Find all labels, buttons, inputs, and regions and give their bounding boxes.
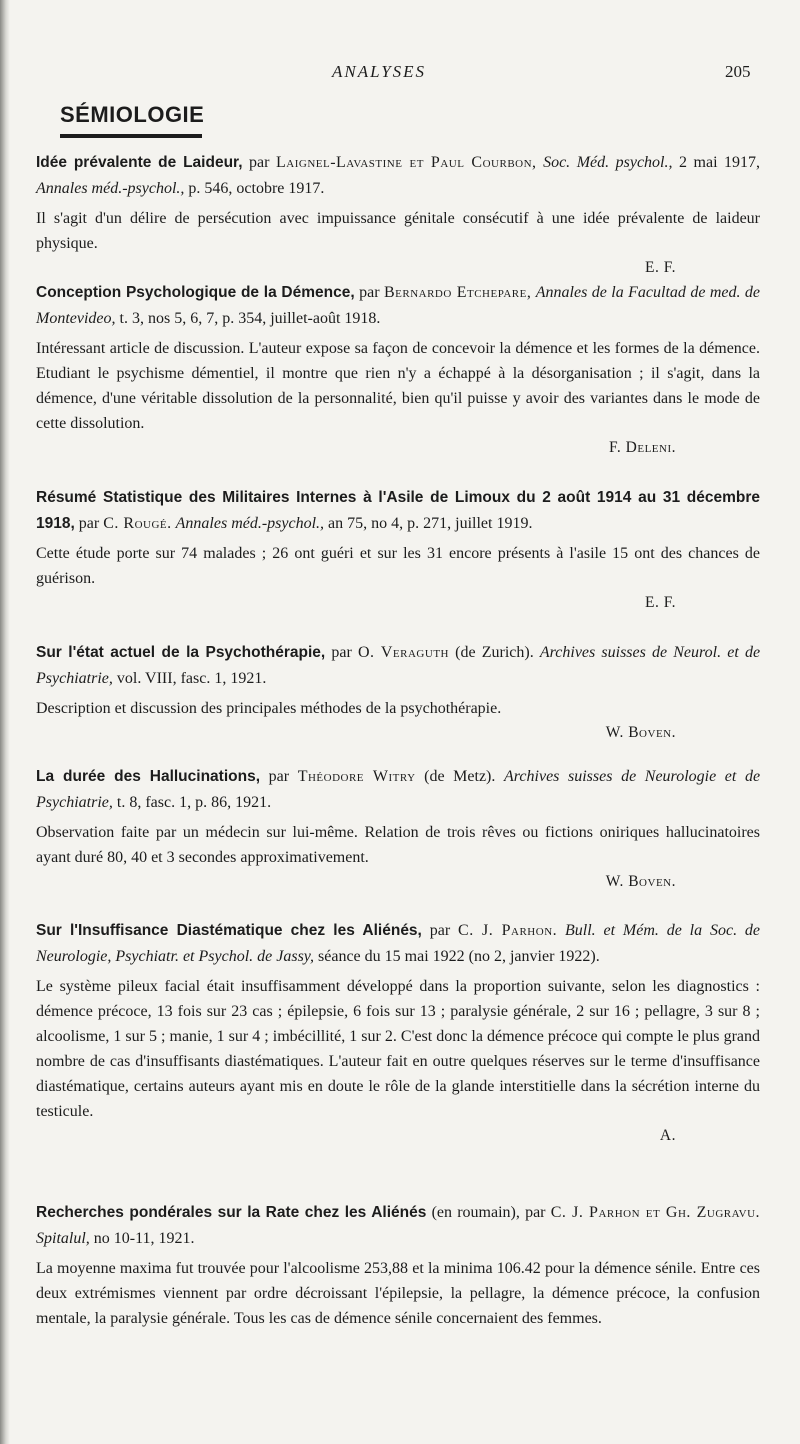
running-title: ANALYSES — [332, 62, 427, 81]
entry-details-0: (de Metz). — [424, 768, 496, 785]
entry-body: Intéressant article de discussion. L'auteur expose sa façon de concevoir la démence et les formes de la démence. Etudiant le psychisme démentiel, il montre que rien n'y a échappé à la désorganisation ; il s'agit, dans la démence, d'une véritable dissolution de la personnalité, bien qu'il puisse y avoir des variantes dans le mode de cette dissolution. — [36, 340, 760, 432]
entry-source: Bull. et Mém. de la Soc. de Neurologie, Psychiatr. et Psychol. de Jassy, — [36, 922, 761, 965]
entry-body: Le système pileux facial était insuffisamment développé dans la proportion suivante, selon les diagnostics : démence précoce, 13 fois sur 23 cas ; épilepsie, 6 fois sur 13 ; paralysie générale, 2 sur 16 ; pellagre, 3 sur 8 ; alcoolisme, 1 sur 5 ; manie, 1 sur 4 ; imbécillité, 1 sur 2. C'est donc la démence précoce qui compte le plus grand nombre de cas d'insuffisants diastématiques. L'auteur fait en outre quelques réserves sur le terme d'insuffisance diastématique, certains auteurs ayant mis en doute le rôle de la glande interstitielle dans la sécrétion interne du testicule. — [36, 978, 760, 1120]
analysis-entry — [36, 640, 760, 745]
section-rule — [60, 134, 202, 138]
entry-signature: E. F. — [645, 594, 676, 611]
entry-title: Sur l'Insuffisance Diastématique chez les Aliénés, — [36, 922, 422, 939]
entry-signature: W. Boven. — [605, 724, 676, 741]
entry-details: t. 8, fasc. 1, p. 86, 1921. — [116, 794, 272, 811]
entry-signature: E. F. — [645, 259, 676, 276]
section-title: SÉMIOLOGIE — [60, 102, 205, 127]
entry-details-2: p. 546, octobre 1917. — [188, 180, 325, 197]
entry-details: vol. VIII, fasc. 1, 1921. — [116, 670, 267, 687]
entry-details: t. 3, nos 5, 6, 7, p. 354, juillet-août 1918. — [119, 310, 381, 327]
entry-heading — [36, 280, 760, 332]
entry-authors: O. Veraguth — [357, 644, 449, 661]
analysis-entry — [36, 764, 760, 894]
entry-title: La durée des Hallucinations, — [36, 768, 261, 785]
analysis-entry — [36, 150, 760, 280]
entry-source: Soc. Méd. psychol., — [543, 154, 673, 171]
entry-title: Sur l'état actuel de la Psychothérapie, — [36, 644, 326, 661]
entry-by: par — [359, 284, 380, 301]
entry-title: Résumé Statistique des Militaires Internes à l'Asile de Limoux du 2 août 1914 au 31 décembre 1918, — [36, 489, 760, 532]
entry-source: Spitalul, — [36, 1230, 90, 1247]
entry-body: Description et discussion des principales méthodes de la psychothérapie. — [36, 700, 502, 717]
entry-details: an 75, no 4, p. 271, juillet 1919. — [328, 515, 533, 532]
entry-signature: F. Deleni. — [609, 439, 676, 456]
analysis-entry — [36, 918, 760, 1148]
entry-by: par — [268, 768, 290, 785]
entry-title: Recherches pondérales sur la Rate chez les Aliénés — [36, 1204, 427, 1221]
entry-by: par — [331, 644, 352, 661]
entry-source-2: Annales méd.-psychol., — [36, 180, 185, 197]
entry-source: Annales de la Facultad de med. de Montevideo, — [36, 284, 761, 327]
entry-heading — [36, 1200, 760, 1252]
entry-source: Annales méd.-psychol., — [175, 515, 325, 532]
running-head — [0, 62, 800, 90]
entry-body: Il s'agit d'un délire de persécution avec impuissance génitale consécutif à une idée prévalente de laideur physique. — [36, 210, 760, 252]
analysis-entry — [36, 485, 760, 615]
analysis-entry — [36, 280, 760, 460]
analysis-entry — [36, 1200, 760, 1331]
entry-details-0: (de Zurich). — [455, 644, 534, 661]
entry-source: Archives suisses de Neurol. et de Psychiatrie, — [36, 644, 761, 687]
entry-authors: C. J. Parhon. — [458, 922, 558, 939]
entry-authors: Laignel-Lavastine et Paul Courbon, — [276, 154, 537, 171]
entry-body: Cette étude porte sur 74 malades ; 26 ont guéri et sur les 31 encore présents à l'asile 15 ont des chances de guérison. — [36, 545, 760, 587]
entry-body: Observation faite par un médecin sur lui-même. Relation de trois rêves ou fictions oniriques hallucinatoires ayant duré 80, 40 et 3 secondes approximativement. — [36, 824, 760, 866]
entry-authors: Bernardo Etchepare, — [383, 284, 532, 301]
entry-heading — [36, 485, 760, 537]
entry-heading — [36, 918, 760, 970]
entry-source: Archives suisses de Neurologie et de Psychiatrie, — [36, 768, 761, 811]
entry-title: Conception Psychologique de la Démence, — [36, 284, 355, 301]
entry-by: (en roumain), par — [431, 1204, 546, 1221]
entry-details: 2 mai 1917, — [679, 154, 761, 171]
entry-authors: Théodore Witry — [297, 768, 416, 785]
entry-details: no 10-11, 1921. — [93, 1230, 195, 1247]
entry-title: Idée prévalente de Laideur, — [36, 154, 243, 171]
entry-by: par — [249, 154, 270, 171]
entry-body: La moyenne maxima fut trouvée pour l'alcoolisme 253,88 et la minima 106.42 pour la démence sénile. Entre ces deux extrémismes viennent par ordre décroissant l'épilepsie, la pellagre, la démence précoce, la confusion mentale, la paralysie générale. Tous les cas de démence sénile concernaient des femmes. — [36, 1260, 760, 1327]
entry-signature: W. Boven. — [605, 873, 676, 890]
entry-heading — [36, 640, 760, 692]
page-edge — [0, 0, 10, 1444]
page-number: 205 — [725, 62, 751, 81]
entry-heading — [36, 150, 760, 202]
entry-details: séance du 15 mai 1922 (no 2, janvier 1922). — [318, 948, 600, 965]
entry-authors: C. Rougé. — [103, 515, 172, 532]
entry-by: par — [78, 515, 100, 532]
entry-authors: C. J. Parhon et Gh. Zugravu. — [550, 1204, 761, 1221]
entry-by: par — [429, 922, 451, 939]
entry-signature: A. — [659, 1127, 676, 1144]
entry-heading — [36, 764, 760, 816]
